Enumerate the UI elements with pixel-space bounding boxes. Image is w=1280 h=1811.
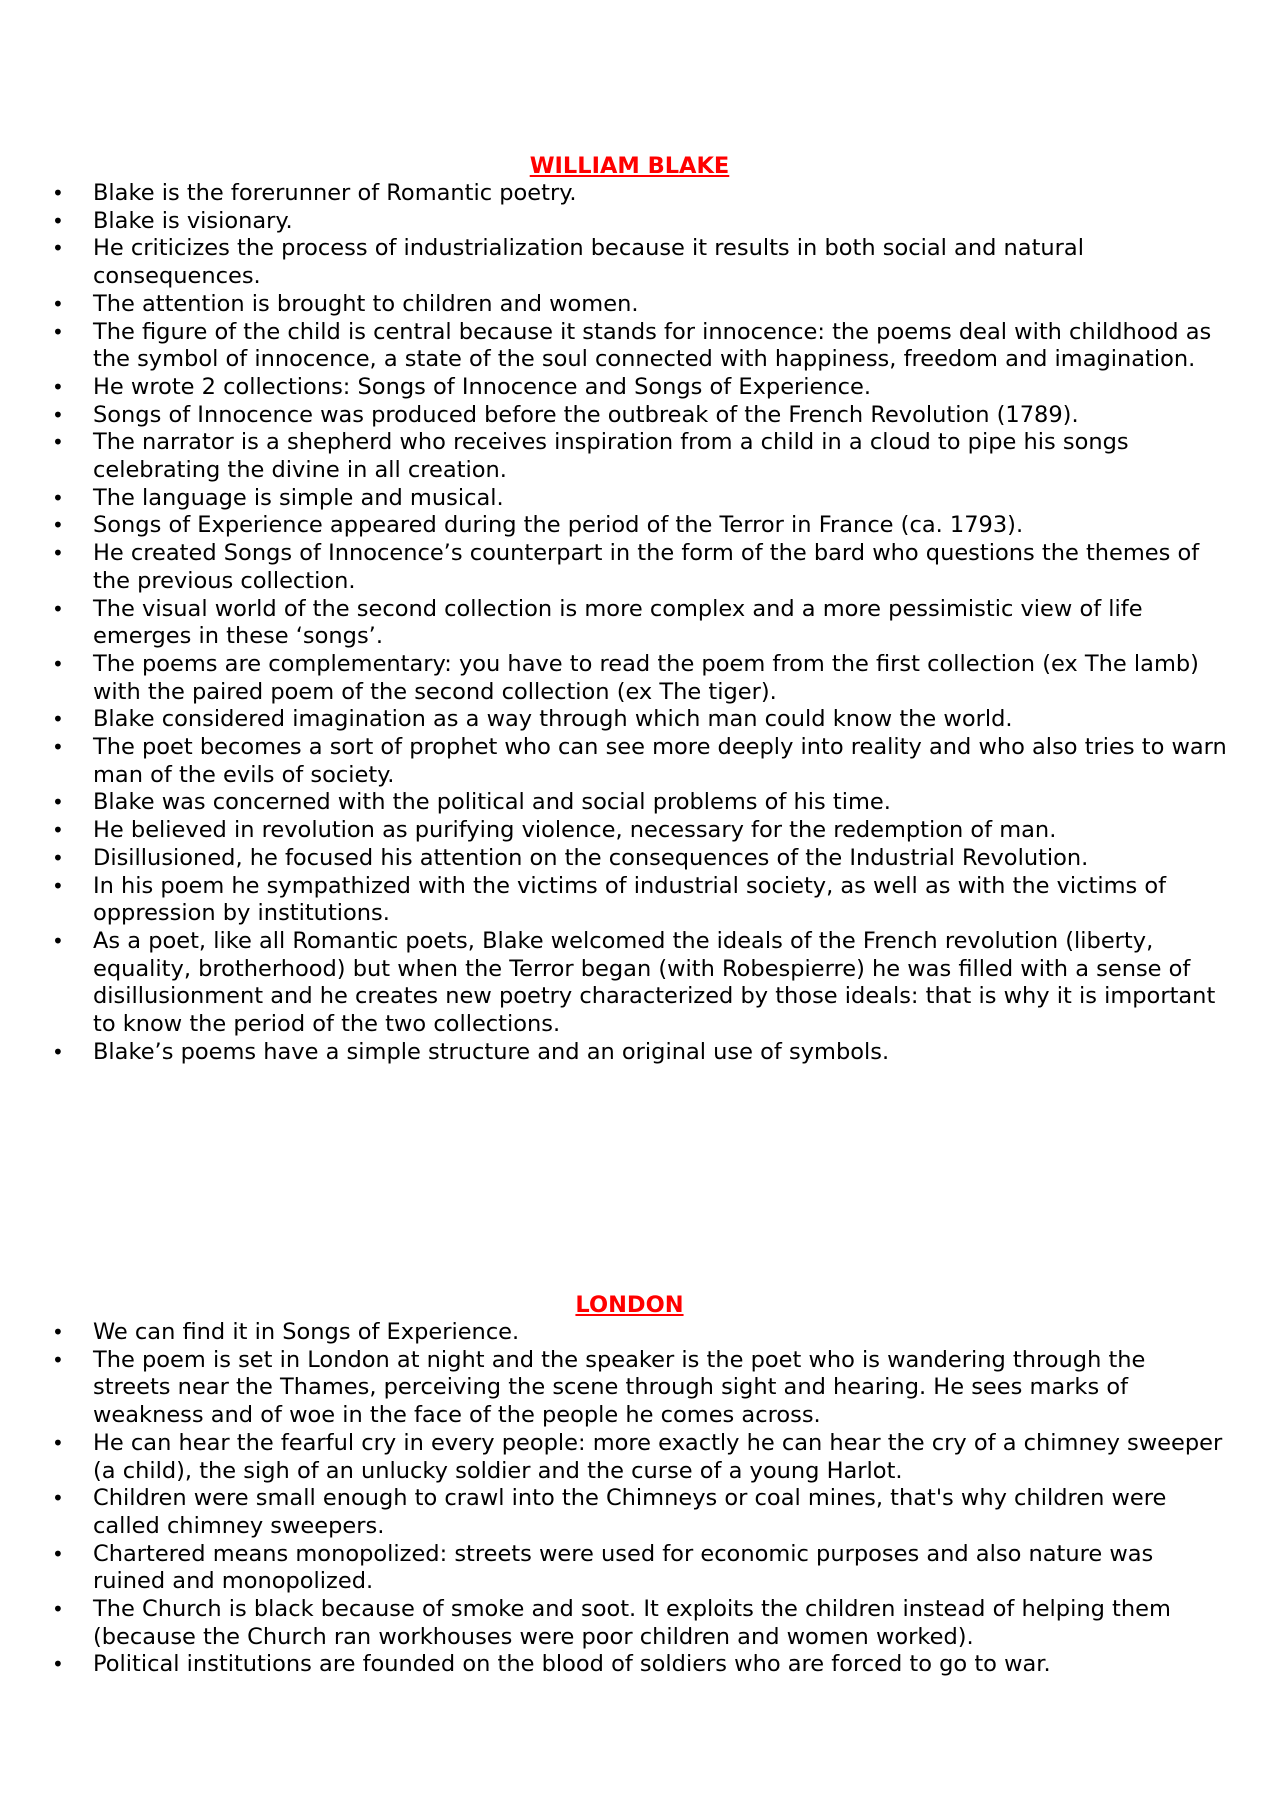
bullet-icon: • — [52, 928, 64, 953]
list-item — [52, 873, 1227, 928]
list-item — [52, 1039, 1227, 1067]
bullet-icon: • — [52, 707, 64, 732]
list-item — [52, 817, 1227, 845]
list-item — [52, 789, 1227, 817]
bullet-icon: • — [52, 541, 64, 566]
list-item-text: Chartered means monopolized: streets were used for economic purposes and also nature was ruined and monopolized. — [93, 1540, 1154, 1595]
bullet-list-london — [52, 1319, 1227, 1679]
list-item-text: Children were small enough to crawl into the Chimneys or coal mines, that's why children were called chimney sweepers. — [93, 1485, 1167, 1539]
list-item-text: The visual world of the second collection is more complex and a more pessimistic view of life emerges in these ‘songs’. — [93, 595, 1143, 650]
list-item — [52, 180, 1227, 208]
list-item — [52, 291, 1227, 319]
list-item-text: Political institutions are founded on the blood of soldiers who are forced to go to war. — [93, 1651, 1051, 1678]
bullet-icon: • — [52, 181, 64, 205]
list-item-text: The figure of the child is central because it stands for innocence: the poems deal with childhood as the symbol of innocence, a state of the soul connected with happiness, freedom and imagination. — [93, 318, 1212, 373]
list-item — [52, 540, 1227, 595]
list-item-text: He criticizes the process of industrialization because it results in both social and natural consequences. — [93, 235, 1084, 290]
list-item-text: The narrator is a shepherd who receives inspiration from a child in a cloud to pipe his songs celebrating the divine in all creation. — [93, 429, 1129, 484]
list-item — [52, 319, 1227, 374]
list-item — [52, 208, 1227, 236]
bullet-icon: • — [52, 319, 64, 344]
bullet-icon: • — [52, 596, 64, 621]
bullet-icon: • — [52, 291, 64, 316]
list-item — [52, 1651, 1227, 1679]
list-item — [52, 845, 1227, 873]
list-item-text: The poet becomes a sort of prophet who can see more deeply into reality and who also tries to warn man of the evils of society. — [93, 734, 1227, 788]
list-item — [52, 1541, 1227, 1596]
list-item — [52, 235, 1227, 290]
list-item — [52, 429, 1227, 484]
bullet-icon: • — [52, 402, 64, 427]
list-item — [52, 1347, 1227, 1430]
bullet-icon: • — [52, 790, 64, 815]
bullet-icon: • — [52, 208, 64, 233]
list-item — [52, 485, 1227, 513]
bullet-icon: • — [52, 651, 64, 676]
list-item — [52, 734, 1227, 789]
list-item-text: He wrote 2 collections: Songs of Innocence and Songs of Experience. — [93, 373, 872, 400]
bullet-icon: • — [52, 1430, 64, 1455]
list-item-text: Blake’s poems have a simple structure and an original use of symbols. — [93, 1038, 890, 1065]
list-item — [52, 596, 1227, 651]
list-item — [52, 1430, 1227, 1485]
list-item-text: As a poet, like all Romantic poets, Blake welcomed the ideals of the French revolution (liberty, equality, brotherhood) but when the Terror began (with Robespierre) he was filled with a sense of disillusionment and he creates new poetry characterized by those ideals: that is why it is important to know the period of the two collections. — [93, 927, 1216, 1038]
list-item — [52, 402, 1227, 430]
bullet-icon: • — [52, 818, 64, 843]
bullet-icon: • — [52, 1597, 64, 1622]
list-item — [52, 928, 1227, 1039]
list-item-text: We can find it in Songs of Experience. — [93, 1319, 520, 1345]
bullet-icon: • — [52, 374, 64, 399]
bullet-icon: • — [52, 1347, 64, 1372]
bullet-list-william-blake — [52, 180, 1227, 1067]
bullet-icon: • — [52, 1541, 64, 1566]
bullet-icon: • — [52, 845, 64, 870]
list-item — [52, 1319, 1227, 1347]
bullet-icon: • — [52, 1652, 64, 1677]
list-item-text: In his poem he sympathized with the victims of industrial society, as well as with the victims of oppression by institutions. — [93, 872, 1167, 927]
list-item — [52, 512, 1227, 540]
list-item-text: He believed in revolution as purifying violence, necessary for the redemption of man. — [93, 817, 1057, 844]
bullet-icon: • — [52, 236, 64, 261]
list-item — [52, 1596, 1227, 1651]
list-item-text: The attention is brought to children and women. — [93, 290, 639, 317]
list-item-text: The Church is black because of smoke and soot. It exploits the children instead of helping them (because the Church ran workhouses were poor children and women worked). — [93, 1596, 1171, 1650]
section-heading-london: LONDON — [575, 1292, 684, 1318]
list-item-text: Blake considered imagination as a way through which man could know the world. — [93, 706, 1013, 733]
list-item-text: Blake is visionary. — [93, 207, 293, 234]
list-item — [52, 1485, 1227, 1540]
bullet-icon: • — [52, 873, 64, 898]
bullet-icon: • — [52, 430, 64, 455]
list-item — [52, 651, 1227, 706]
list-item-text: The poems are complementary: you have to read the poem from the first collection (ex The lamb) with the paired poem of the second collection (ex The tiger). — [93, 650, 1199, 705]
bullet-icon: • — [52, 513, 64, 538]
list-item-text: The language is simple and musical. — [93, 484, 504, 511]
list-item-text: Songs of Innocence was produced before the outbreak of the French Revolution (1789). — [93, 401, 1079, 428]
list-item — [52, 706, 1227, 734]
bullet-icon: • — [52, 1320, 64, 1344]
list-item-text: Disillusioned, he focused his attention on the consequences of the Industrial Revolution. — [93, 844, 1089, 871]
list-item-text: He can hear the fearful cry in every people: more exactly he can hear the cry of a chimney sweeper (a child), the sigh of an unlucky soldier and the curse of a young Harlot. — [93, 1429, 1223, 1484]
section-heading-william-blake: WILLIAM BLAKE — [529, 153, 730, 179]
list-item-text: Songs of Experience appeared during the period of the Terror in France (ca. 1793). — [93, 512, 1024, 539]
bullet-icon: • — [52, 735, 64, 760]
list-item — [52, 374, 1227, 402]
list-item-text: Blake is the forerunner of Romantic poetry. — [93, 180, 577, 206]
list-item-text: He created Songs of Innocence’s counterpart in the form of the bard who questions the themes of the previous collection. — [93, 540, 1200, 594]
section-london — [52, 1291, 1227, 1679]
section-william-blake — [52, 152, 1227, 1067]
bullet-icon: • — [52, 485, 64, 510]
list-item-text: The poem is set in London at night and the speaker is the poet who is wandering through the streets near the Thames, perceiving the scene through sight and hearing. He sees marks of weakness and of woe in the face of the people he comes across. — [93, 1346, 1146, 1429]
bullet-icon: • — [52, 1039, 64, 1064]
bullet-icon: • — [52, 1486, 64, 1511]
list-item-text: Blake was concerned with the political and social problems of his time. — [93, 789, 891, 816]
